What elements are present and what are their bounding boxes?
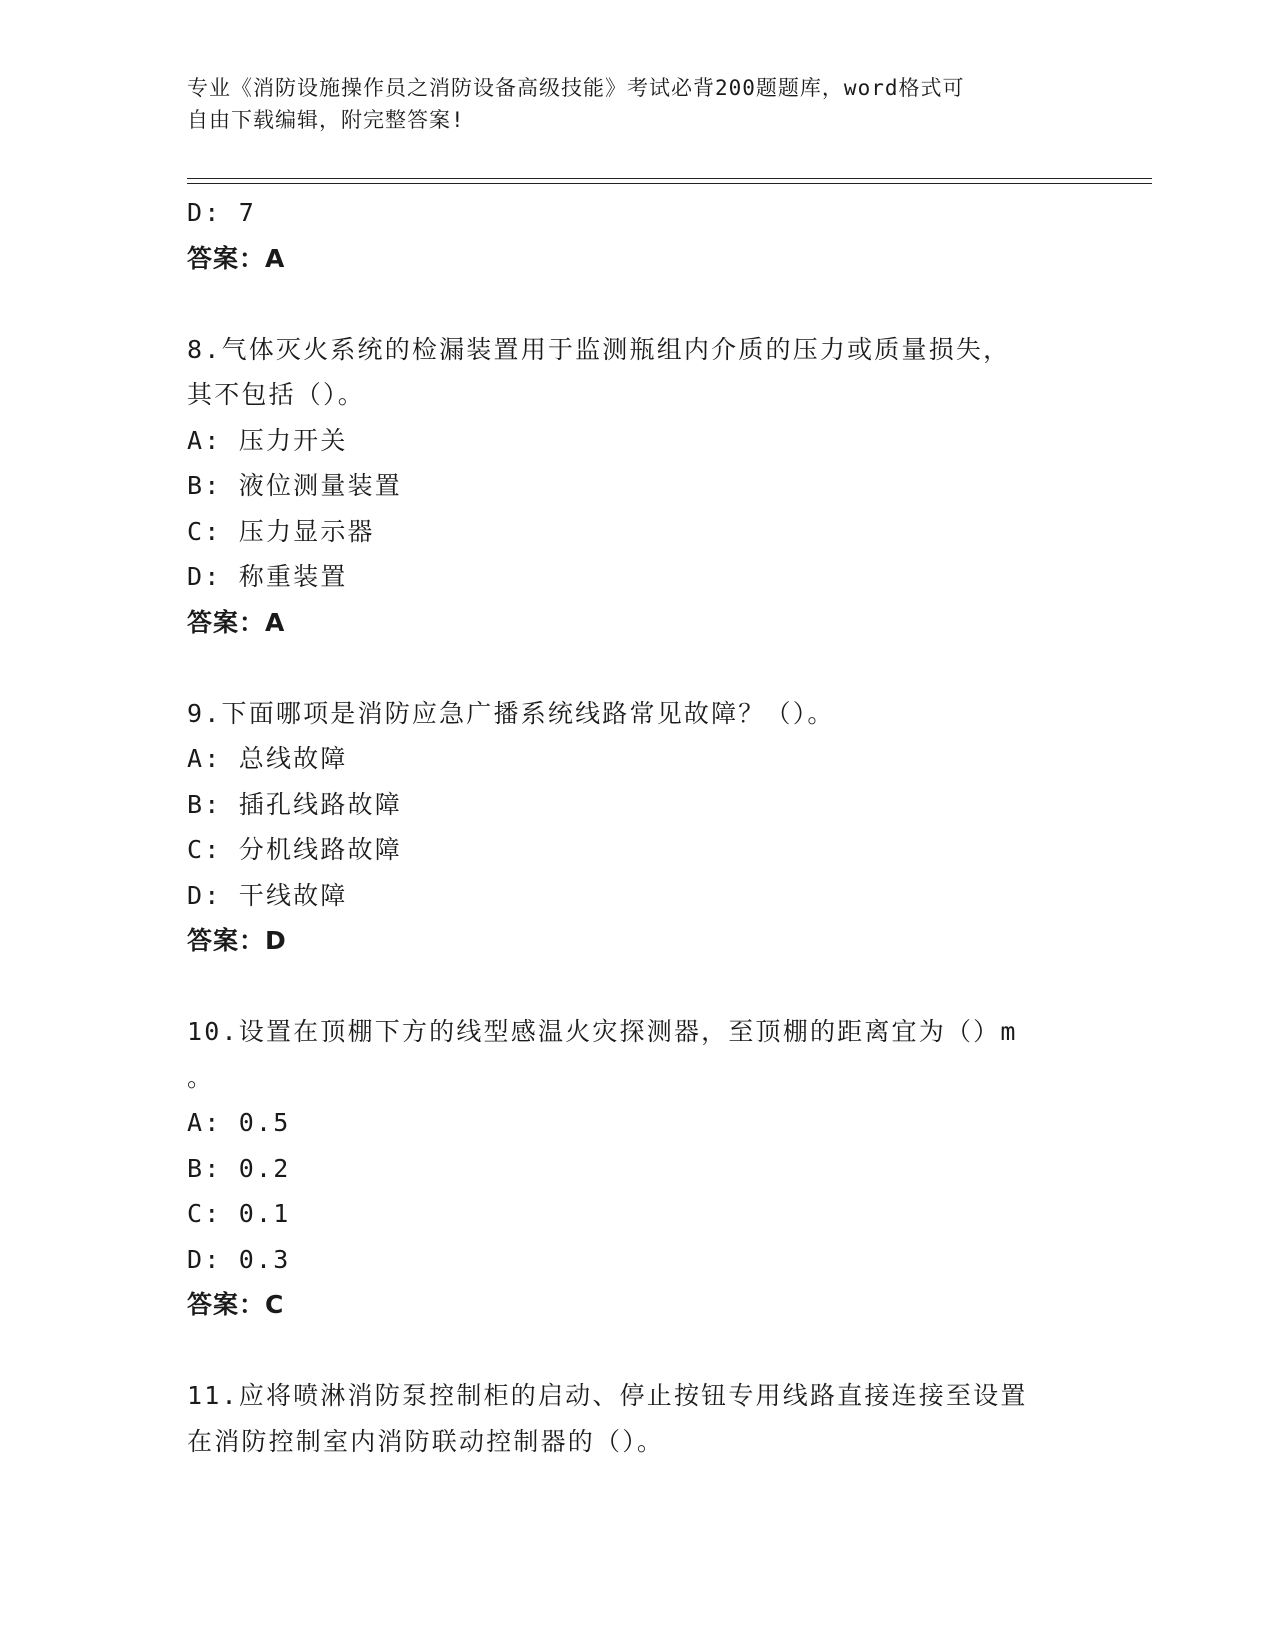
option-a: A: 压力开关: [187, 425, 348, 455]
answer-line: 答案：C: [187, 1290, 285, 1319]
question-text-cont: 其不包括（）。: [187, 380, 365, 409]
option-d: D: 0.3: [187, 1244, 291, 1274]
question-9: [187, 691, 1087, 965]
previous-question-tail: [187, 190, 1087, 282]
option-c: C: 0.1: [187, 1199, 291, 1228]
question-text: 11.应将喷淋消防泵控制柜的启动、停止按钮专用线路直接连接至设置: [187, 1381, 1028, 1410]
option-d: D: 干线故障: [187, 880, 348, 910]
question-text: 8.气体灭火系统的检漏装置用于监测瓶组内介质的压力或质量损失，: [187, 334, 1011, 364]
option-d: D: 称重装置: [187, 562, 348, 591]
option-d: D: 7: [187, 198, 257, 227]
option-a: A: 总线故障: [187, 744, 348, 773]
header-rule-bottom: [187, 183, 1152, 184]
option-b: B: 插孔线路故障: [187, 789, 402, 819]
answer-line: 答案：A: [187, 243, 286, 273]
option-a: A: 0.5: [187, 1108, 291, 1137]
header-line-2: 自由下载编辑，附完整答案!: [187, 108, 465, 132]
answer-line: 答案：A: [187, 607, 286, 637]
question-text-cont: 在消防控制室内消防联动控制器的（）。: [187, 1426, 665, 1456]
header-line-1: 专业《消防设施操作员之消防设备高级技能》考试必背200题题库，word格式可: [187, 76, 965, 100]
question-11: [187, 1373, 1087, 1464]
question-8: [187, 327, 1087, 646]
answer-line: 答案：D: [187, 926, 287, 955]
option-b: B: 液位测量装置: [187, 471, 402, 500]
question-list: [187, 190, 1087, 1464]
question-text-cont: 。: [187, 1062, 215, 1092]
option-c: C: 分机线路故障: [187, 835, 402, 864]
header-rule-top: [187, 178, 1152, 179]
option-c: C: 压力显示器: [187, 516, 375, 546]
question-text: 10.设置在顶棚下方的线型感温火灾探测器，至顶棚的距离宜为（）m: [187, 1017, 1018, 1046]
option-b: B: 0.2: [187, 1153, 291, 1183]
page-header: [187, 72, 1067, 136]
question-text: 9.下面哪项是消防应急广播系统线路常见故障？（）。: [187, 698, 835, 728]
question-10: [187, 1009, 1087, 1328]
